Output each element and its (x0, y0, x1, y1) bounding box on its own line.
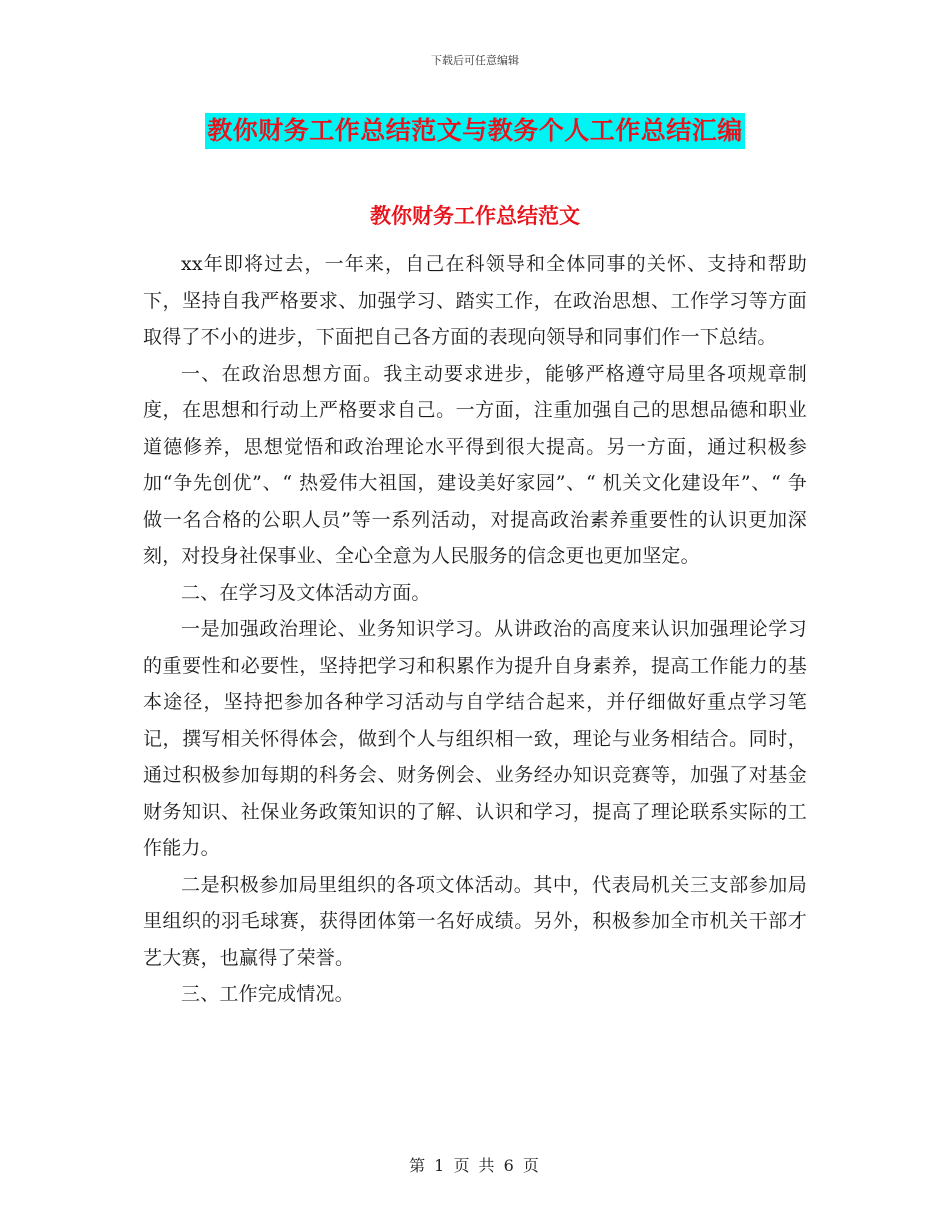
page-header-note: 下载后可任意编辑 (431, 54, 519, 67)
paragraph: xx年即将过去，一年来，自己在科领导和全体同事的关怀、支持和帮助下，坚持自我严格要求、加强学习、踏实工作，在政治思想、工作学习等方面取得了不小的进步，下面把自己各方面的表现向领导和同事们作一下总结。 (143, 253, 807, 348)
paragraph: 一是加强政治理论、业务知识学习。从讲政治的高度来认识加强理论学习的重要性和必要性，坚持把学习和积累作为提升自身素养，提高工作能力的基本途径，坚持把参加各种学习活动与自学结合起来，并仔细做好重点学习笔记，撰写相关怀得体会，做到个人与组织相一致，理论与业务相结合。同时，通过积极参加每期的科务会、财务例会、业务经办知识竞赛等，加强了对基金财务知识、社保业务政策知识的了解、认识和学习，提高了理论联系实际的工作能力。 (143, 618, 807, 859)
section-title: 教你财务工作总结范文 (370, 204, 580, 228)
page-number-footer: 第 1 页 共 6 页 (409, 1156, 541, 1175)
paragraph: 二、在学习及文体活动方面。 (181, 581, 431, 604)
paragraph: 二是积极参加局里组织的各项文体活动。其中，代表局机关三支部参加局里组织的羽毛球赛，获得团体第一名好成绩。另外，积极参加全市机关干部才艺大赛，也赢得了荣誉。 (143, 873, 807, 969)
paragraph: 一、在政治思想方面。我主动要求进步，能够严格遵守局里各项规章制度，在思想和行动上严格要求自己。一方面，注重加强自己的思想品德和职业道德修养，思想觉悟和政治理论水平得到很大提高。另一方面，通过积极参加“争先创优”、“ 热爱伟大祖国，建设美好家园”、“ 机关文化建设年”、“ 争做一名合格的公职人员”等一系列活动，对提高政治素养重要性的认识更加深刻，对投身社保事业、全心全意为人民服务的信念更也更加坚定。 (143, 362, 807, 567)
document-body (143, 246, 807, 1013)
document-title-container (0, 113, 950, 149)
paragraph: 三、工作完成情况。 (181, 983, 354, 1005)
document-title: 教你财务工作总结范文与教务个人工作总结汇编 (205, 113, 745, 149)
